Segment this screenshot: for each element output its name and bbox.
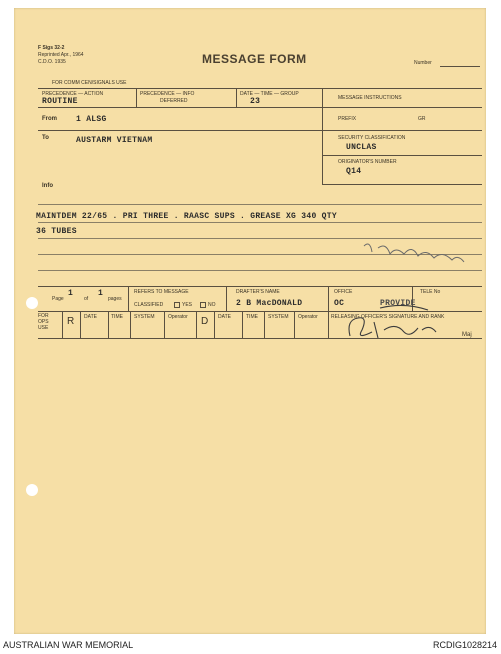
punch-hole-upper — [26, 297, 38, 309]
security-classification-value: UNCLAS — [346, 143, 377, 152]
drafters-name-value: 2 B MacDONALD — [236, 299, 303, 308]
security-classification-label: SECURITY CLASSIFICATION — [338, 135, 406, 141]
drafters-name-label: DRAFTER'S NAME — [236, 289, 280, 295]
from-label: From — [42, 116, 57, 122]
office-label: OFFICE — [334, 289, 353, 295]
refers-to-message-label: REFERS TO MESSAGE — [134, 289, 189, 295]
page-value: 1 — [68, 289, 74, 298]
pages-label: pages — [108, 296, 122, 302]
originator-number-label: ORIGINATOR'S NUMBER — [338, 159, 397, 165]
precedence-action-value: ROUTINE — [42, 97, 78, 106]
message-instructions-label: MESSAGE INSTRUCTIONS — [338, 95, 402, 101]
tele-no-label: TELE No — [420, 289, 441, 295]
ops-time-label-1: TIME — [111, 314, 123, 320]
footer-institution: AUSTRALIAN WAR MEMORIAL — [3, 640, 134, 650]
gr-label: GR — [418, 116, 426, 122]
form-title: MESSAGE FORM — [202, 52, 307, 66]
r-label: R — [67, 316, 75, 327]
prefix-label: PREFIX — [338, 116, 357, 122]
form-cdo: C.D.O. 1935 — [38, 59, 66, 65]
to-label: To — [42, 135, 49, 141]
page-label: Page — [52, 296, 64, 302]
to-value: AUSTARM VIETNAM — [76, 136, 153, 145]
precedence-action-label: PRECEDENCE — ACTION — [42, 91, 104, 97]
classified-no-checkbox[interactable] — [200, 302, 206, 308]
dtg-value: 23 — [250, 97, 261, 106]
from-value: 1 ALSG — [76, 115, 107, 124]
comm-cen-label: FOR COMM CEN/SIGNALS USE — [52, 80, 127, 86]
rank-value: Maj — [462, 332, 472, 338]
number-label: Number — [414, 60, 432, 66]
yes-label: YES — [182, 302, 193, 308]
ops-time-label-2: TIME — [246, 314, 258, 320]
ops-system-label-1: SYSTEM — [134, 314, 155, 320]
precedence-info-label: PRECEDENCE — INFO — [140, 91, 195, 97]
message-body-line-1: MAINTDEM 22/65 . PRI THREE . RAASC SUPS . GREASE XG 340 QTY — [36, 212, 337, 221]
of-label: of — [84, 296, 89, 302]
ops-system-label-2: SYSTEM — [268, 314, 289, 320]
ops-date-label-1: DATE — [84, 314, 97, 320]
ops-operator-label-1: Operator — [168, 314, 188, 320]
ops-date-label-2: DATE — [218, 314, 231, 320]
releasing-officer-label: RELEASING OFFICER'S SIGNATURE AND RANK — [331, 314, 445, 320]
no-label: NO — [208, 302, 216, 308]
footer-record-id: RCDIG1028214 — [432, 640, 497, 650]
for-ops-use-label: FOR OPS USE — [38, 313, 49, 331]
deferred-label: DEFERRED — [160, 98, 188, 104]
info-label: Info — [42, 183, 53, 189]
officer-signature — [344, 300, 454, 344]
punch-hole-lower — [26, 484, 38, 496]
office-note: PROVIDE — [380, 299, 416, 308]
ops-operator-label-2: Operator — [298, 314, 318, 320]
classified-label: CLASSIFIED — [134, 302, 164, 308]
dtg-label: DATE — TIME — GROUP — [240, 91, 299, 97]
handwritten-annotation — [360, 236, 470, 268]
classified-yes-checkbox[interactable] — [174, 302, 180, 308]
office-value: OC — [334, 299, 345, 308]
originator-number-value: Q14 — [346, 167, 362, 176]
form-ref-code: F Sigs 32-2 — [38, 45, 65, 51]
d-label: D — [201, 316, 209, 327]
message-body-line-2: 36 TUBES — [36, 227, 77, 236]
of-value: 1 — [98, 289, 104, 298]
form-reprint-date: Reprinted Apr., 1964 — [38, 52, 84, 58]
